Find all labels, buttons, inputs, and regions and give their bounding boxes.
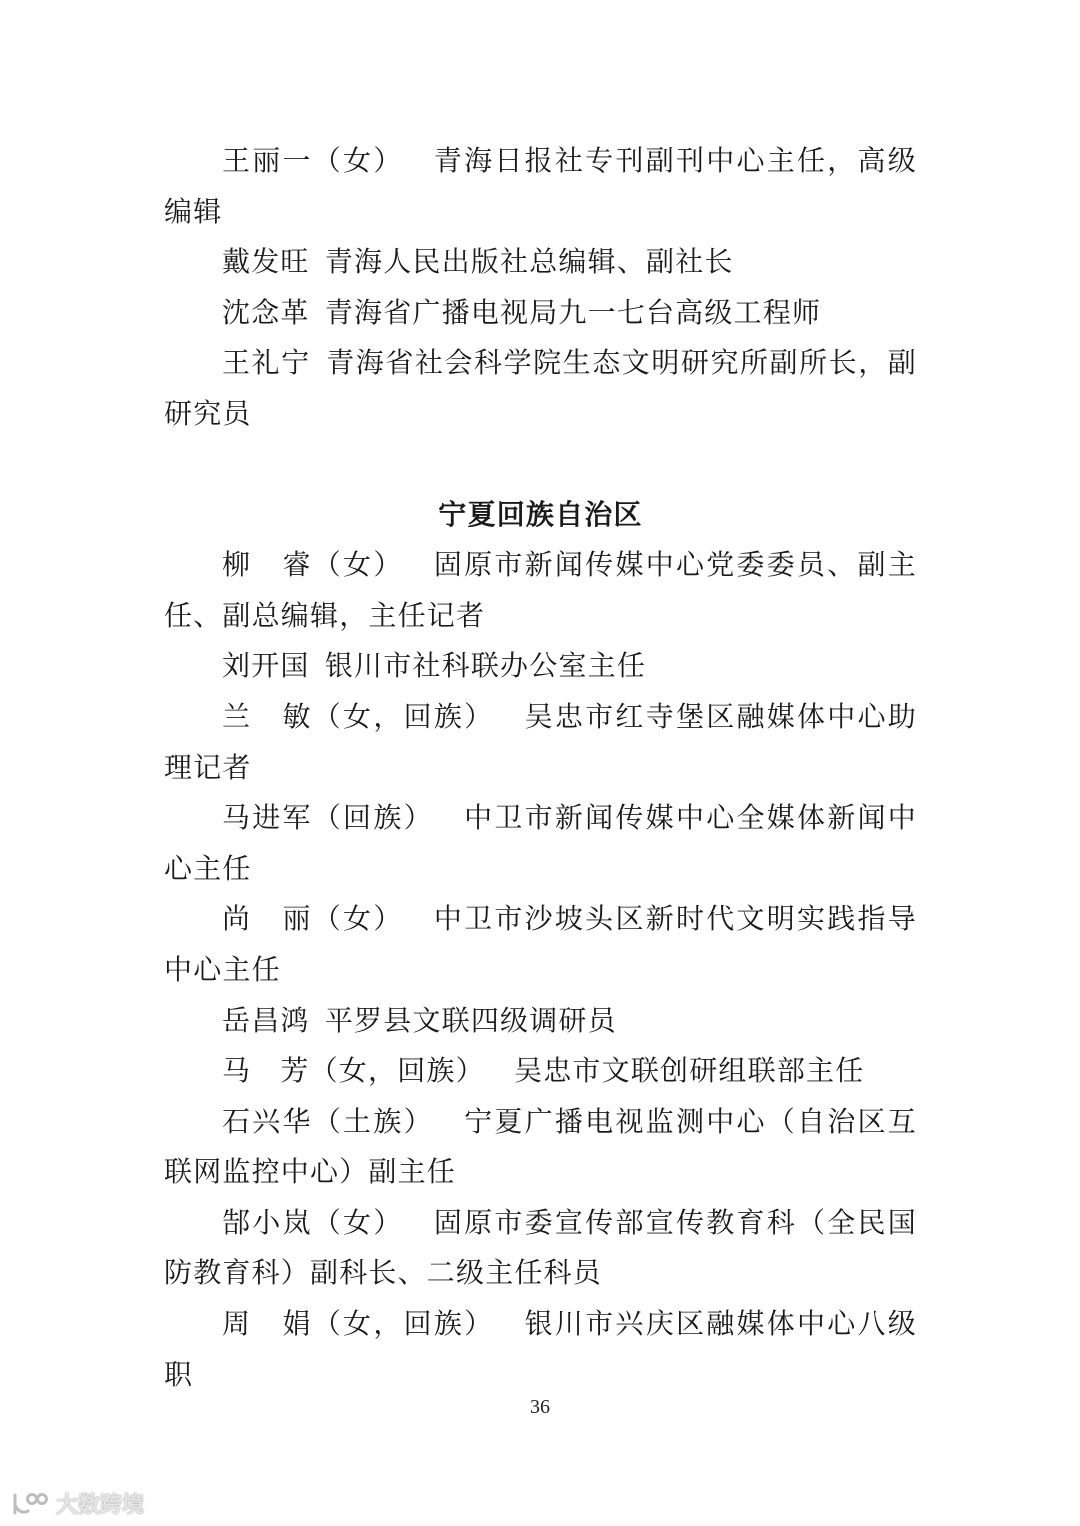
entry-name: 马进军（回族） <box>222 801 434 835</box>
entry-desc: 吴忠市文联创研组联部主任 <box>514 1054 865 1088</box>
document-body <box>164 136 917 1400</box>
section-title: 宁夏回族自治区 <box>438 497 643 531</box>
list-entry <box>164 996 917 1047</box>
entry-desc: 中卫市沙坡头区新时代文明实践指导中心主任 <box>164 902 918 986</box>
list-entry <box>164 288 917 339</box>
entry-name: 柳 睿（女） <box>222 548 404 582</box>
entry-desc: 吴忠市红寺堡区融媒体中心助理记者 <box>164 699 917 784</box>
page-number: 36 <box>530 1396 550 1418</box>
list-entry <box>164 1097 917 1198</box>
entry-name: 马 芳（女，回族） <box>222 1054 485 1088</box>
entry-name: 岳昌鸿 <box>222 1003 310 1037</box>
list-entry <box>164 338 917 439</box>
entry-name: 周 娟（女，回族） <box>222 1307 495 1341</box>
k-infinity-logo-icon <box>10 1491 50 1517</box>
entry-name: 刘开国 <box>222 649 310 683</box>
list-entry <box>164 540 917 641</box>
entry-desc: 青海人民出版社总编辑、副社长 <box>324 245 734 279</box>
entry-desc: 宁夏广播电视监测中心（自治区互联网监控中心）副主任 <box>164 1104 917 1189</box>
entry-name: 沈念革 <box>222 295 310 329</box>
entry-desc: 固原市委宣传部宣传教育科（全民国防教育科）副科长、二级主任科员 <box>164 1205 918 1290</box>
entry-desc: 青海省广播电视局九一七台高级工程师 <box>324 295 822 329</box>
list-entry <box>164 692 917 793</box>
entry-name: 王礼宁 <box>222 346 311 380</box>
entry-name: 石兴华（土族） <box>222 1104 434 1138</box>
list-entry <box>164 1198 917 1299</box>
list-entry <box>164 1046 917 1097</box>
entry-desc: 银川市兴庆区融媒体中心八级职 <box>164 1307 917 1391</box>
entry-name: 兰 敏（女，回族） <box>222 699 495 733</box>
list-entry <box>164 136 917 237</box>
watermark-text: 大数跨境 <box>56 1493 145 1518</box>
list-entry <box>164 641 917 692</box>
entry-name: 王丽一（女） <box>222 144 404 177</box>
entry-name: 尚 丽（女） <box>222 902 404 936</box>
entry-desc: 青海日报社专刊副刊中心主任，高级编辑 <box>164 144 918 228</box>
list-entry <box>164 1299 917 1400</box>
entry-desc: 平罗县文联四级调研员 <box>324 1003 617 1037</box>
entry-name: 郜小岚（女） <box>222 1205 404 1239</box>
entry-desc: 银川市社科联办公室主任 <box>324 649 647 683</box>
entry-desc: 中卫市新闻传媒中心全媒体新闻中心主任 <box>164 801 917 885</box>
list-entry <box>164 793 917 894</box>
entry-name: 戴发旺 <box>222 245 310 279</box>
watermark <box>10 1488 144 1519</box>
entry-desc: 青海省社会科学院生态文明研究所副所长，副研究员 <box>164 346 917 430</box>
list-entry <box>164 237 917 288</box>
entry-desc: 固原市新闻传媒中心党委委员、副主任、副总编辑，主任记者 <box>164 548 918 632</box>
list-entry <box>164 894 917 995</box>
